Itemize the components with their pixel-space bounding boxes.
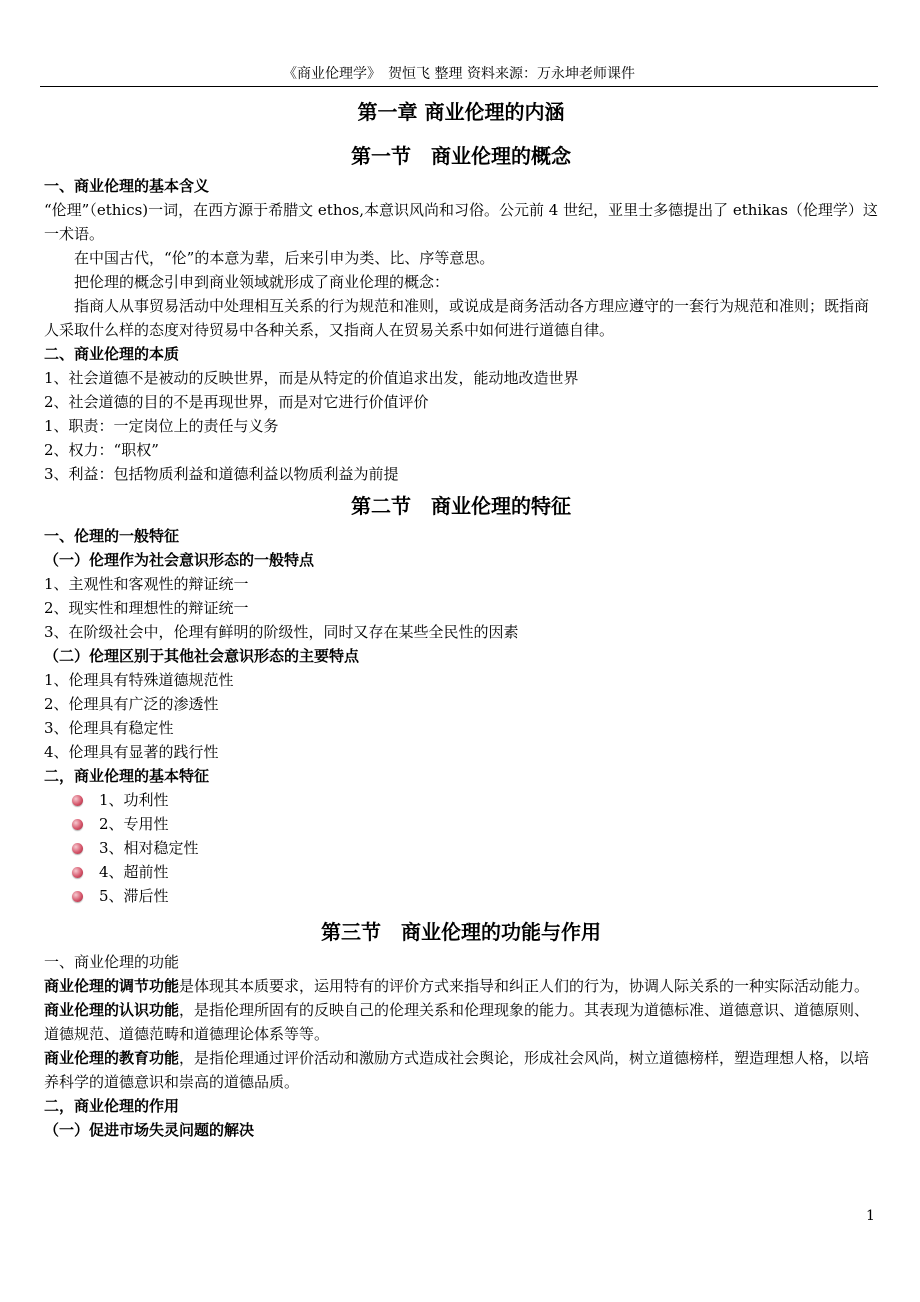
section-1-title: 第一节 商业伦理的概念 xyxy=(351,144,571,168)
bullet-text: 1、功利性 xyxy=(99,791,169,809)
paragraph-chinese-meaning: 在中国古代，“伦”的本意为辈，后来引申为类、比、序等意思。 xyxy=(74,249,495,267)
paragraph-regulating-function xyxy=(44,974,878,998)
term-cognitive-function: 商业伦理的认识功能 xyxy=(44,1001,180,1019)
bullet-list xyxy=(44,788,878,908)
heading-business-ethics-features: 二，商业伦理的基本特征 xyxy=(44,767,210,785)
list-item: 2、权力：“职权” xyxy=(44,441,159,459)
list-item: 2、伦理具有广泛的渗透性 xyxy=(44,695,219,713)
bullet-item xyxy=(72,836,878,860)
subheading-market-failure: （一）促进市场失灵问题的解决 xyxy=(44,1121,255,1139)
heading-basic-meaning: 一、商业伦理的基本含义 xyxy=(44,177,210,195)
subheading-distinct-features: （二）伦理区别于其他社会意识形态的主要特点 xyxy=(44,647,360,665)
term-educational-function: 商业伦理的教育功能 xyxy=(44,1049,180,1067)
paragraph-concept-definition: 指商人从事贸易活动中处理相互关系的行为规范和准则，或说成是商务活动各方理应遵守的一套行为规范和准则；既指商人采取什么样的态度对待贸易中各种关系，又指商人在贸易关系中如何进行道德自律。 xyxy=(44,297,870,339)
list-item: 4、伦理具有显著的践行性 xyxy=(44,743,219,761)
paragraph-ethics-origin: “伦理”（ethics)一词，在西方源于希腊文 ethos,本意识风尚和习俗。公元前 4 世纪，亚里士多德提出了 ethikas（伦理学）这一术语。 xyxy=(44,201,878,243)
bullet-icon xyxy=(72,819,83,830)
page-number: 1 xyxy=(866,1208,875,1224)
paragraph-cognitive-function xyxy=(44,998,878,1046)
bullet-item xyxy=(72,860,878,884)
term-regulating-function: 商业伦理的调节功能 xyxy=(44,977,180,995)
list-item: 2、现实性和理想性的辩证统一 xyxy=(44,599,249,617)
list-item: 1、社会道德不是被动的反映世界，而是从特定的价值追求出发，能动地改造世界 xyxy=(44,369,579,387)
text-educational-function: ，是指伦理通过评价活动和激励方式造成社会舆论，形成社会风尚，树立道德榜样，塑造理想人格，以培养科学的道德意识和崇高的道德品质。 xyxy=(44,1049,870,1091)
section-2-title: 第二节 商业伦理的特征 xyxy=(351,494,571,518)
list-item: 1、主观性和客观性的辩证统一 xyxy=(44,575,249,593)
list-item: 1、职责：一定岗位上的责任与义务 xyxy=(44,417,279,435)
text-regulating-function: 是体现其本质要求，运用特有的评价方式来指导和纠正人们的行为，协调人际关系的一种实际活动能力。 xyxy=(179,977,870,995)
bullet-item xyxy=(72,788,878,812)
chapter-title: 第一章 商业伦理的内涵 xyxy=(357,100,565,124)
page-header: 《商业伦理学》 贺恒飞 整理 资料来源：万永坤老师课件 xyxy=(40,64,878,87)
list-item: 3、在阶级社会中，伦理有鲜明的阶级性，同时又存在某些全民性的因素 xyxy=(44,623,519,641)
heading-functions: 一、商业伦理的功能 xyxy=(44,953,180,971)
bullet-text: 4、超前性 xyxy=(99,863,169,881)
list-item: 2、社会道德的目的不是再现世界，而是对它进行价值评价 xyxy=(44,393,429,411)
heading-roles: 二，商业伦理的作用 xyxy=(44,1097,180,1115)
list-item: 1、伦理具有特殊道德规范性 xyxy=(44,671,234,689)
heading-general-features: 一、伦理的一般特征 xyxy=(44,527,180,545)
list-item: 3、伦理具有稳定性 xyxy=(44,719,174,737)
list-item: 3、利益：包括物质利益和道德利益以物质利益为前提 xyxy=(44,465,399,483)
paragraph-concept-intro: 把伦理的概念引申到商业领域就形成了商业伦理的概念： xyxy=(74,273,450,291)
document-body xyxy=(44,94,878,1142)
text-cognitive-function: ，是指伦理所固有的反映自己的伦理关系和伦理现象的能力。其表现为道德标准、道德意识、道德原则、道德规范、道德范畴和道德理论体系等等。 xyxy=(44,1001,870,1043)
bullet-text: 3、相对稳定性 xyxy=(99,839,199,857)
bullet-icon xyxy=(72,867,83,878)
bullet-icon xyxy=(72,891,83,902)
section-3-title: 第三节 商业伦理的功能与作用 xyxy=(321,920,601,944)
bullet-icon xyxy=(72,843,83,854)
bullet-text: 2、专用性 xyxy=(99,815,169,833)
bullet-item xyxy=(72,884,878,908)
subheading-ideology-features: （一）伦理作为社会意识形态的一般特点 xyxy=(44,551,315,569)
bullet-item xyxy=(72,812,878,836)
bullet-text: 5、滞后性 xyxy=(99,887,169,905)
paragraph-educational-function xyxy=(44,1046,878,1094)
bullet-icon xyxy=(72,795,83,806)
heading-essence: 二、商业伦理的本质 xyxy=(44,345,180,363)
